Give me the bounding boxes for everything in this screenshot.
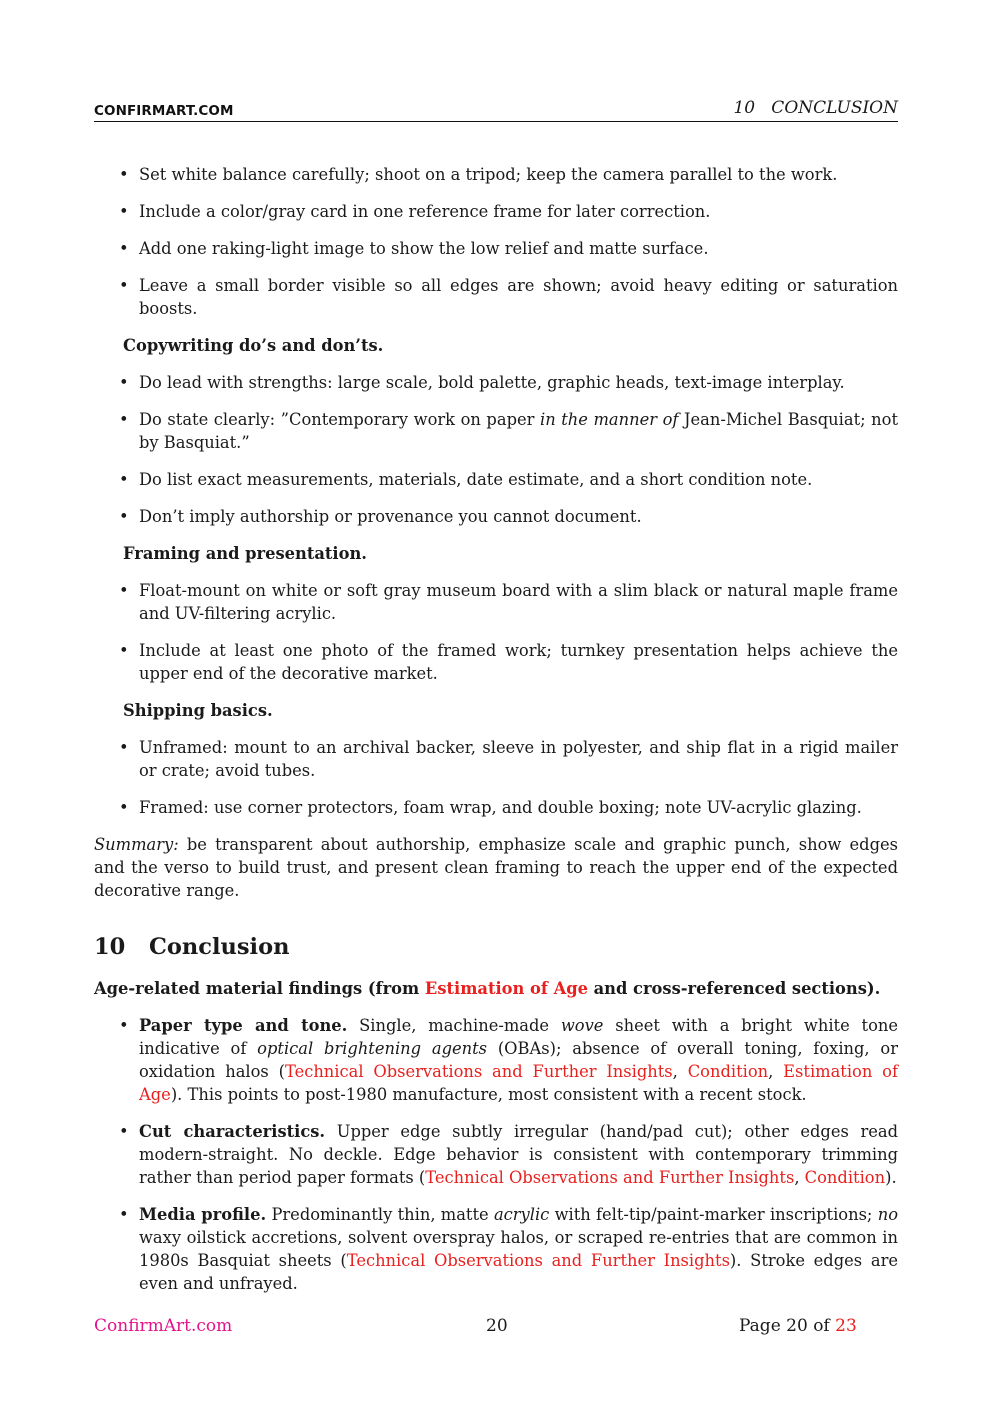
list-item-paper: • Paper type and tone. Single, machine-made wove sheet with a bright white tone indicative of optical brightening agents (OBAs); absence of overall toning, foxing, or oxidation halos (Technical Observations and Further Insights, Condition, Estimation of Age). This points to post-1980 manufacture, most consistent with a recent stock. [94, 1014, 898, 1106]
age-findings-list [94, 1014, 898, 1295]
header-section-title: 10 CONCLUSION [733, 98, 898, 118]
list-item: • Set white balance carefully; shoot on a tripod; keep the camera parallel to the work. [94, 163, 898, 186]
section-number: 10 [94, 934, 126, 960]
last-page-link[interactable]: 23 [835, 1316, 857, 1336]
footer-site-link[interactable]: ConfirmArt.com [94, 1316, 233, 1336]
age-findings-heading: Age-related material findings (from Estimation of Age and cross-referenced sections). [94, 979, 881, 998]
condition-link[interactable]: Condition [804, 1168, 886, 1187]
summary-paragraph: Summary: be transparent about authorship, emphasize scale and graphic punch, show edges and the verso to build trust, and present clean framing to reach the upper end of the expected decorative range. [94, 835, 898, 900]
list-item: • Do state clearly: ”Contemporary work on paper in the manner of Jean-Michel Basquiat; not by Basquiat.” [94, 408, 898, 454]
section-heading [94, 933, 898, 961]
list-item: • Don’t imply authorship or provenance you cannot document. [94, 505, 898, 528]
footer-page-count: Page 20 of 23 [739, 1316, 857, 1336]
copywriting-heading: Copywriting do’s and don’ts. [123, 336, 384, 355]
list-item: • Do list exact measurements, materials, date estimate, and a short condition note. [94, 468, 898, 491]
copywriting-list [94, 371, 898, 528]
page-content [94, 163, 898, 1309]
section-title: Conclusion [149, 934, 290, 960]
running-header [94, 97, 898, 122]
technical-observations-link[interactable]: Technical Observations and Further Insights [346, 1251, 730, 1270]
list-item: • Include a color/gray card in one reference frame for later correction. [94, 200, 898, 223]
list-item-media: • Media profile. Predominantly thin, matte acrylic with felt-tip/paint-marker inscriptions; no waxy oilstick accretions, solvent overspray halos, or scraped re-entries that are common in 1980s Basquiat sheets (Technical Observations and Further Insights). Stroke edges are even and unfrayed. [94, 1203, 898, 1295]
header-logo: CONFIRMART.COM [94, 103, 234, 119]
list-item: • Leave a small border visible so all edges are shown; avoid heavy editing or saturation boosts. [94, 274, 898, 320]
list-item-cut: • Cut characteristics. Upper edge subtly irregular (hand/pad cut); other edges read modern-straight. No deckle. Edge behavior is consistent with contemporary trimming rather than period paper formats (Technical Observations and Further Insights, Condition). [94, 1120, 898, 1189]
list-item: • Include at least one photo of the framed work; turnkey presentation helps achieve the upper end of the decorative market. [94, 639, 898, 685]
list-item: • Float-mount on white or soft gray museum board with a slim black or natural maple frame and UV-filtering acrylic. [94, 579, 898, 625]
shipping-list [94, 736, 898, 819]
framing-heading: Framing and presentation. [123, 544, 367, 563]
shipping-heading: Shipping basics. [123, 701, 273, 720]
page-footer [94, 1315, 898, 1339]
footer-page-number: 20 [486, 1316, 508, 1336]
list-item: • Add one raking-light image to show the low relief and matte surface. [94, 237, 898, 260]
technical-observations-link[interactable]: Technical Observations and Further Insights [284, 1062, 673, 1081]
list-item: • Framed: use corner protectors, foam wrap, and double boxing; note UV-acrylic glazing. [94, 796, 898, 819]
list-item: • Do lead with strengths: large scale, bold palette, graphic heads, text-image interplay. [94, 371, 898, 394]
technical-observations-link[interactable]: Technical Observations and Further Insights [425, 1168, 795, 1187]
estimation-of-age-link[interactable]: Estimation of Age [139, 1062, 899, 1104]
condition-link[interactable]: Condition [687, 1062, 769, 1081]
list-item: • Unframed: mount to an archival backer, sleeve in polyester, and ship flat in a rigid mailer or crate; avoid tubes. [94, 736, 898, 782]
photo-tips-list [94, 163, 898, 320]
estimation-of-age-link[interactable]: Estimation of Age [424, 979, 588, 998]
framing-list [94, 579, 898, 685]
